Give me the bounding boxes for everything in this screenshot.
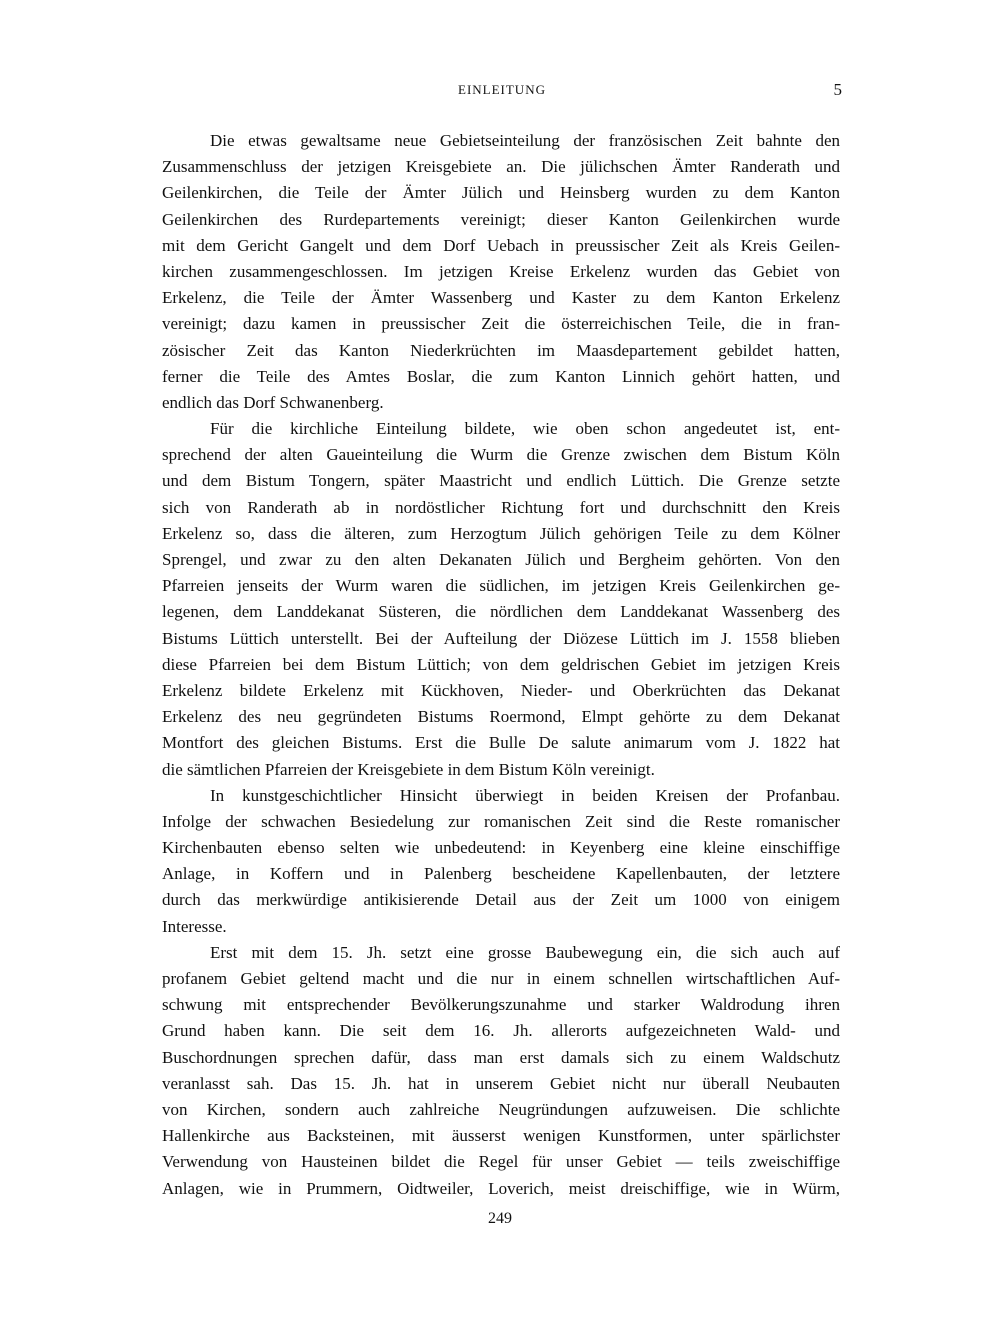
text-line: Infolge der schwachen Besiedelung zur romanischen Zeit sind die Reste romanischer [162, 811, 840, 831]
text-line: Für die kirchliche Einteilung bildete, wie oben schon angedeutet ist, ent- [210, 419, 840, 439]
text-line: von Kirchen, sondern auch zahlreiche Neugründungen aufzuweisen. Die schlichte [162, 1099, 840, 1119]
text-line: Bistums Lüttich unterstellt. Bei der Aufteilung der Diözese Lüttich im J. 1558 blieben [162, 628, 840, 648]
text-line: Erkelenz so, dass die älteren, zum Herzogtum Jülich gehörigen Teile zu dem Kölner [162, 523, 840, 543]
text-line: die sämtlichen Pfarreien der Kreisgebiete in dem Bistum Köln vereinigt. [162, 759, 655, 779]
text-line: legenen, dem Landdekanat Süsteren, die nördlichen dem Landdekanat Wassenberg des [162, 602, 840, 622]
paragraph-3 [162, 783, 840, 940]
text-line: Erst mit dem 15. Jh. setzt eine grosse Baubewegung ein, die sich auch auf [210, 942, 840, 962]
text-line: mit dem Gericht Gangelt und dem Dorf Uebach in preussischer Zeit als Kreis Geilen- [162, 235, 840, 255]
text-line: Erkelenz, die Teile der Ämter Wassenberg und Kaster zu dem Kanton Erkelenz [162, 288, 840, 308]
text-line: veranlasst sah. Das 15. Jh. hat in unserem Gebiet nicht nur überall Neubauten [162, 1073, 840, 1093]
text-line: Anlagen, wie in Prummern, Oidtweiler, Loverich, meist dreischiffige, wie in Würm, [162, 1178, 840, 1198]
text-line: Buschordnungen sprechen dafür, dass man erst damals sich zu einem Waldschutz [162, 1047, 840, 1067]
body-text [162, 128, 840, 1202]
text-line: kirchen zusammengeschlossen. Im jetzigen Kreise Erkelenz wurden das Gebiet von [162, 261, 840, 281]
text-line: endlich das Dorf Schwanenberg. [162, 392, 384, 412]
text-line: Kirchenbauten ebenso selten wie unbedeutend: in Keyenberg eine kleine einschiffige [162, 838, 840, 858]
paragraph-4 [162, 940, 840, 1202]
text-line: Die etwas gewaltsame neue Gebietseinteilung der französischen Zeit bahnte den [210, 131, 840, 150]
text-line: sprechend der alten Gaueinteilung die Wurm die Grenze zwischen dem Bistum Köln [162, 445, 840, 465]
text-line: Verwendung von Hausteinen bildet die Regel für unser Gebiet — teils zweischiffige [162, 1152, 840, 1172]
text-line: Geilenkirchen, die Teile der Ämter Jülich und Heinsberg wurden zu dem Kanton [162, 183, 840, 203]
text-line: Geilenkirchen des Rurdepartements vereinigt; dieser Kanton Geilenkirchen wurde [162, 209, 840, 229]
text-line: Zusammenschluss der jetzigen Kreisgebiete an. Die jülichschen Ämter Randerath und [162, 157, 840, 177]
text-line: Anlage, in Koffern und in Palenberg bescheidene Kapellenbauten, der letztere [162, 864, 840, 884]
text-line: sich von Randerath ab in nordöstlicher Richtung fort und durchschnitt den Kreis [162, 497, 840, 517]
page-number: 5 [833, 80, 842, 99]
text-line: profanem Gebiet geltend macht und die nur in einem schnellen wirtschaftlichen Auf- [162, 969, 840, 988]
text-line: durch das merkwürdige antikisierende Detail aus der Zeit um 1000 von einigem [162, 890, 840, 910]
text-line: und dem Bistum Tongern, später Maastricht und endlich Lüttich. Die Grenze setzte [162, 471, 840, 491]
text-line: Montfort des gleichen Bistums. Erst die Bulle De salute animarum vom J. 1822 hat [162, 733, 840, 753]
text-line: Erkelenz bildete Erkelenz mit Kückhoven, Nieder- und Oberkrüchten das Dekanat [162, 680, 840, 700]
text-line: zösischer Zeit das Kanton Niederkrüchten im Maasdepartement gebildet hatten, [162, 340, 840, 360]
text-line: schwung mit entsprechender Bevölkerungszunahme und starker Waldrodung ihren [162, 995, 840, 1015]
text-line: Sprengel, und zwar zu den alten Dekanaten Jülich und Bergheim gehörten. Von den [162, 550, 840, 569]
text-line: In kunstgeschichtlicher Hinsicht überwiegt in beiden Kreisen der Profanbau. [210, 785, 840, 805]
text-line: Hallenkirche aus Backsteinen, mit äusserst wenigen Kunstformen, unter spärlichster [162, 1126, 840, 1146]
running-head [162, 82, 842, 102]
text-line: vereinigt; dazu kamen in preussischer Zeit die österreichischen Teile, die in fran- [162, 314, 840, 334]
folio-number: 249 [488, 1210, 512, 1227]
chapter-title: EINLEITUNG [458, 82, 546, 97]
paragraph-2 [162, 416, 840, 783]
paragraph-1 [162, 128, 840, 416]
text-line: ferner die Teile des Amtes Boslar, die zum Kanton Linnich gehört hatten, und [162, 366, 840, 386]
text-line: Erkelenz des neu gegründeten Bistums Roermond, Elmpt gehörte zu dem Dekanat [162, 707, 840, 727]
text-line: diese Pfarreien bei dem Bistum Lüttich; von dem geldrischen Gebiet im jetzigen Kreis [162, 654, 840, 674]
text-line: Grund haben kann. Die seit dem 16. Jh. allerorts aufgezeichneten Wald- und [162, 1021, 840, 1041]
text-line: Pfarreien jenseits der Wurm waren die südlichen, im jetzigen Kreis Geilenkirchen ge- [162, 576, 840, 596]
text-line: Interesse. [162, 916, 227, 936]
